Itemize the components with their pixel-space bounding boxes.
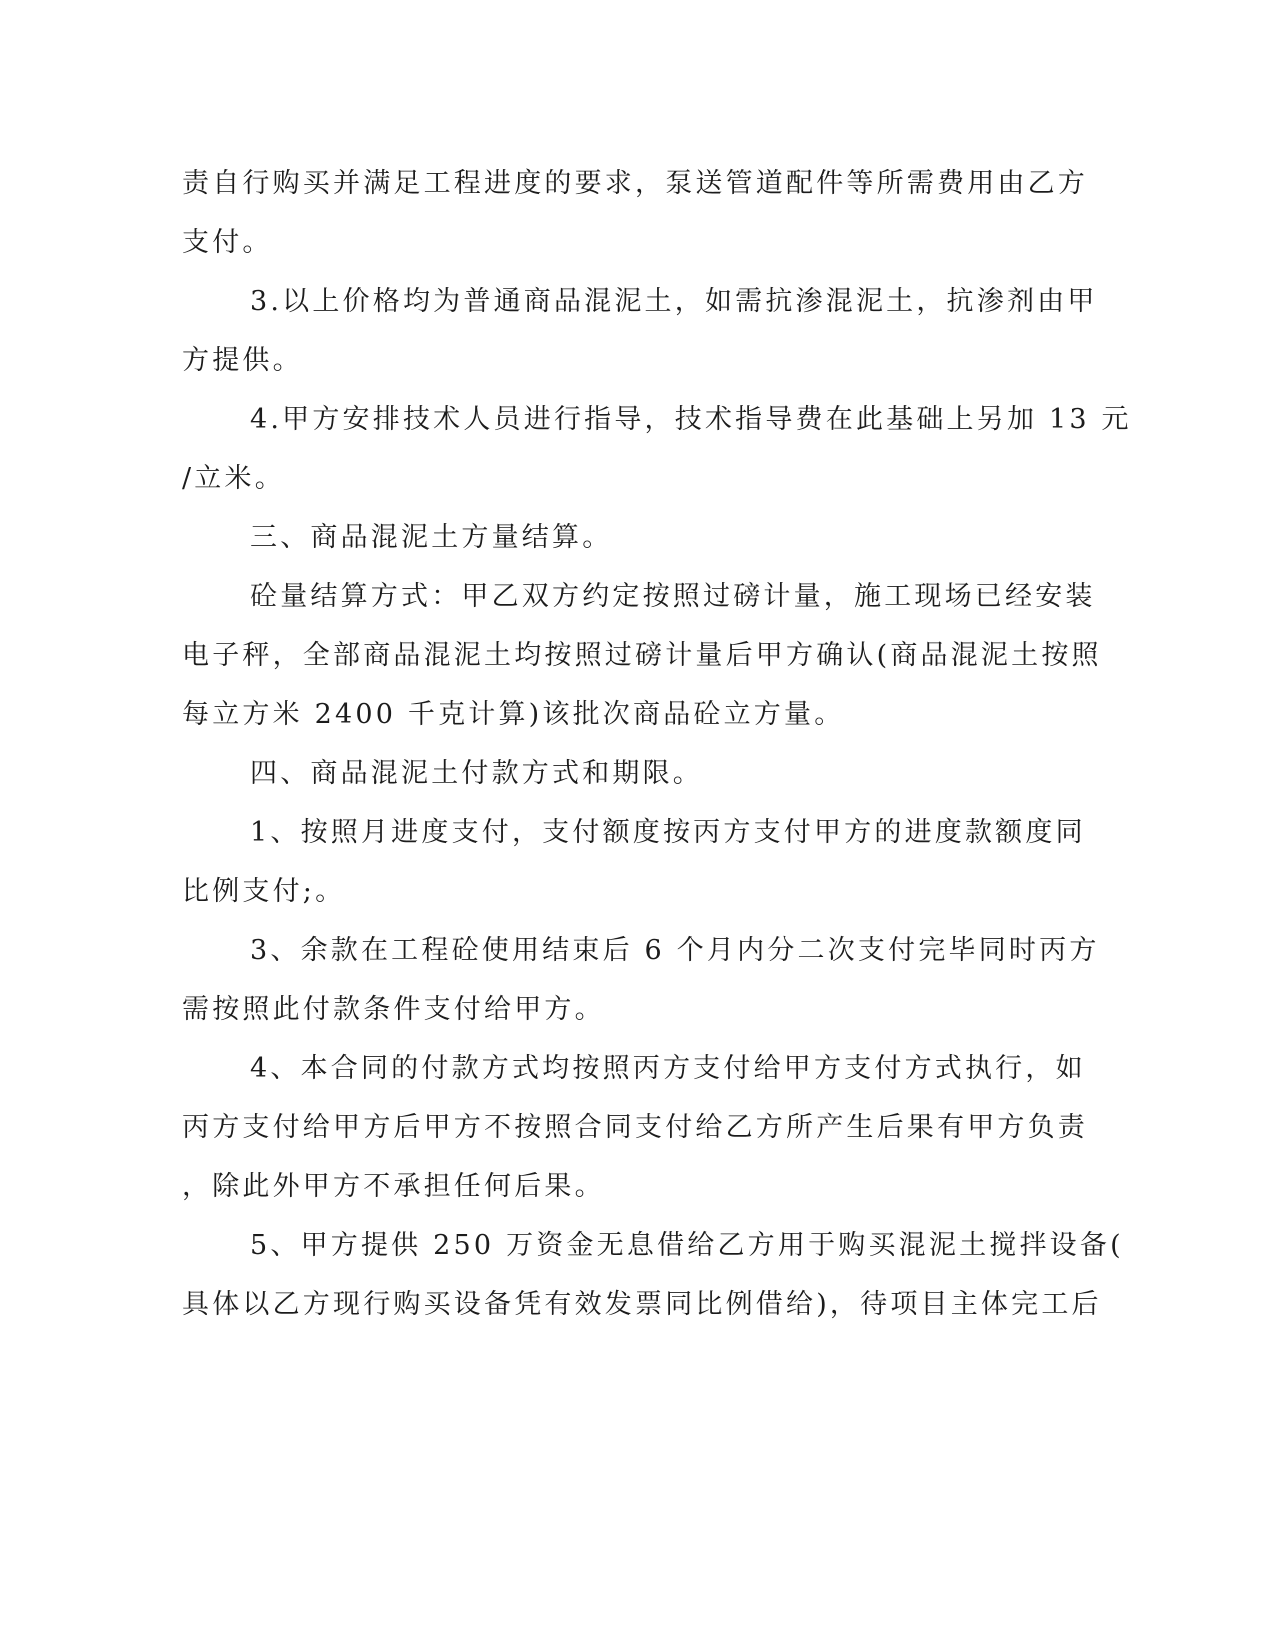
text-line: 需按照此付款条件支付给甲方。 xyxy=(182,994,605,1025)
text-line: 方提供。 xyxy=(182,345,303,376)
section-heading-4: 四、商品混泥土付款方式和期限。 xyxy=(250,758,703,789)
text-line: 支付。 xyxy=(182,227,273,258)
settlement-paragraph: 砼量结算方式：甲乙双方约定按照过磅计量，施工现场已经安装 xyxy=(250,581,1096,612)
payment-clause-4: 4、本合同的付款方式均按照丙方支付给甲方支付方式执行，如 xyxy=(250,1053,1086,1084)
text-line: 每立方米 2400 千克计算)该批次商品砼立方量。 xyxy=(182,699,845,730)
text-line: /立米。 xyxy=(182,463,285,494)
text-line: 丙方支付给甲方后甲方不按照合同支付给乙方所产生后果有甲方负责 xyxy=(182,1112,1088,1143)
clause-4: 4.甲方安排技术人员进行指导，技术指导费在此基础上另加 13 元 xyxy=(250,404,1132,435)
text-line: 责自行购买并满足工程进度的要求，泵送管道配件等所需费用由乙方 xyxy=(182,168,1088,199)
text-line: 电子秤，全部商品混泥土均按照过磅计量后甲方确认(商品混泥土按照 xyxy=(182,640,1102,671)
text-line: 具体以乙方现行购买设备凭有效发票同比例借给)，待项目主体完工后 xyxy=(182,1289,1102,1320)
payment-clause-3: 3、余款在工程砼使用结束后 6 个月内分二次支付完毕同时丙方 xyxy=(250,935,1100,966)
payment-clause-1: 1、按照月进度支付，支付额度按丙方支付甲方的进度款额度同 xyxy=(250,817,1086,848)
clause-3: 3.以上价格均为普通商品混泥土，如需抗渗混泥土，抗渗剂由甲 xyxy=(250,286,1098,317)
section-heading-3: 三、商品混泥土方量结算。 xyxy=(250,522,613,553)
text-line: 比例支付;。 xyxy=(182,876,346,907)
text-line: ，除此外甲方不承担任何后果。 xyxy=(182,1171,605,1202)
document-body xyxy=(182,154,1132,1334)
payment-clause-5: 5、甲方提供 250 万资金无息借给乙方用于购买混泥土搅拌设备( xyxy=(250,1230,1124,1261)
